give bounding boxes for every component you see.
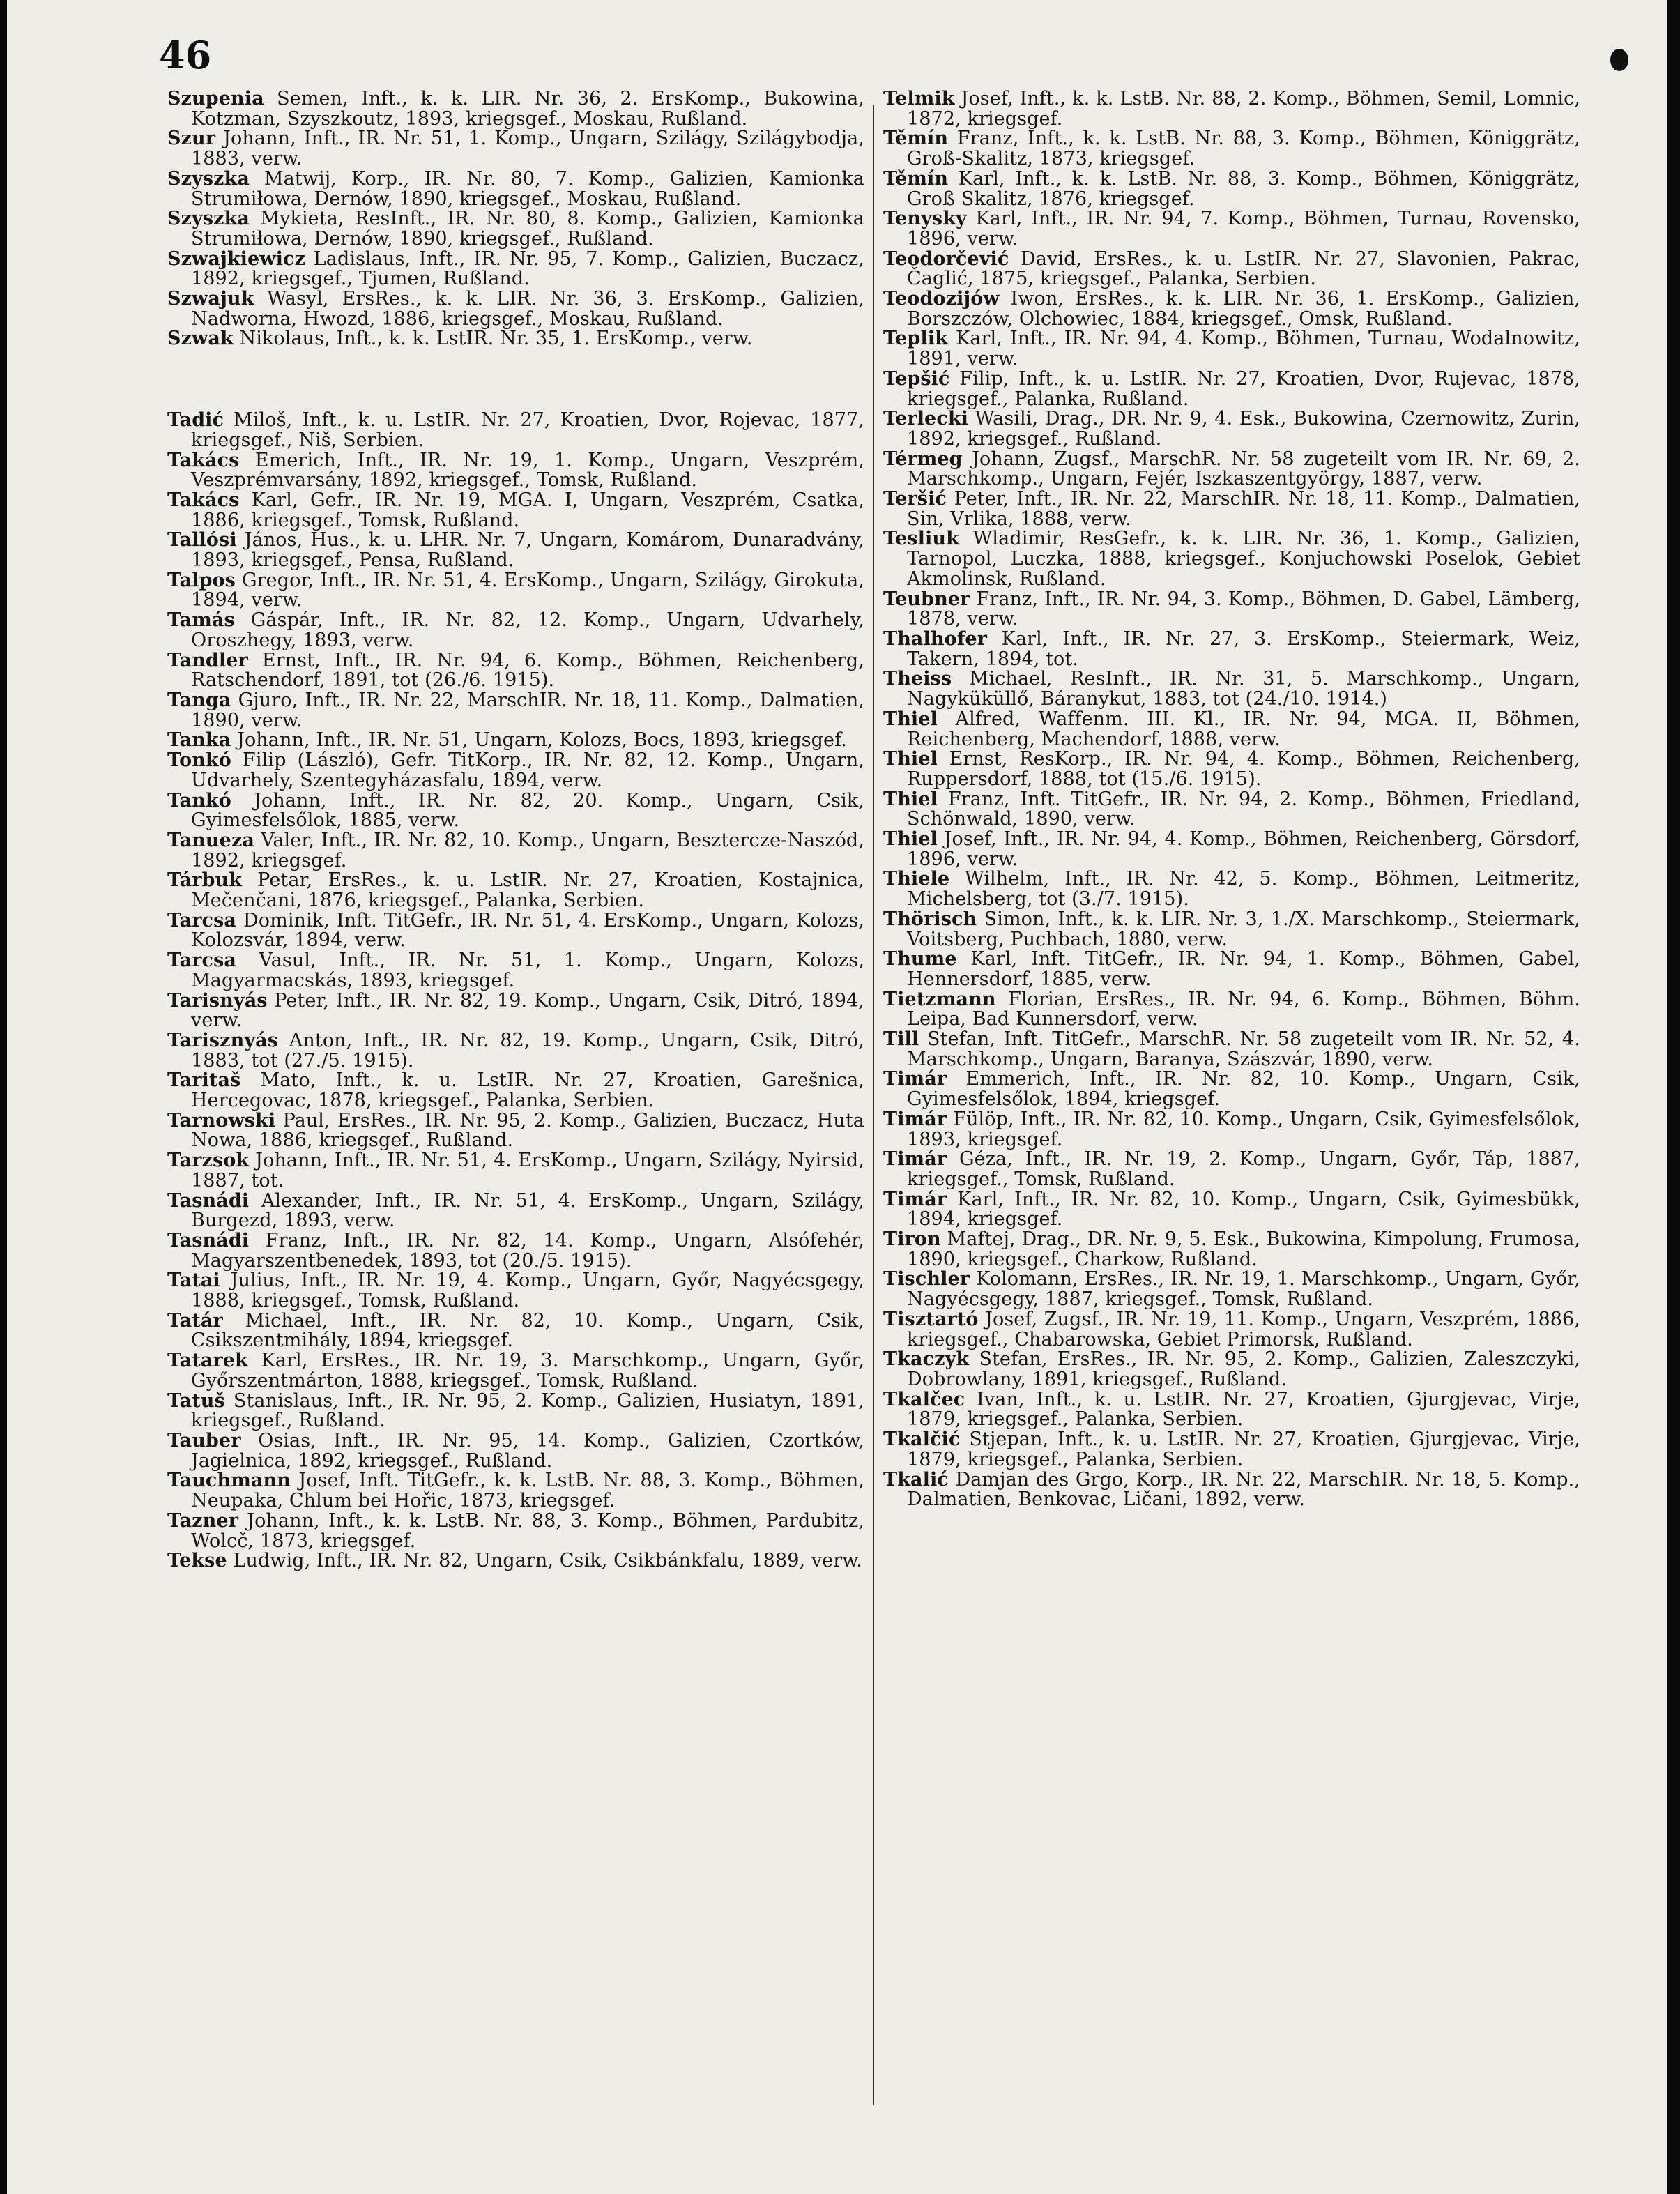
entry-details: Fülöp, Inft., IR. Nr. 82, 10. Komp., Ungarn, Csik, Gyimesfelsőlok, 1893, kriegsgef.: [907, 1108, 1580, 1150]
entry-surname: Tarisznyás: [167, 1029, 279, 1051]
entry-details: Franz, Inft., IR. Nr. 82, 14. Komp., Ungarn, Alsófehér, Magyarszentbenedek, 1893, tot (20./5. 1915).: [191, 1229, 864, 1272]
entry-details: Vasul, Inft., IR. Nr. 51, 1. Komp., Ungarn, Kolozs, Magyarmacskás, 1893, kriegsgef.: [191, 950, 864, 991]
entry-surname: Tkalčec: [883, 1388, 965, 1410]
entry-details: Karl, Inft. TitGefr., IR. Nr. 94, 1. Komp., Böhmen, Gabel, Hennersdorf, 1885, verw.: [907, 948, 1580, 990]
entry-surname: Thiel: [883, 708, 938, 730]
entry-surname: Teodozijów: [883, 288, 1000, 310]
entry-details: Josef, Zugsf., IR. Nr. 19, 11. Komp., Ungarn, Veszprém, 1886, kriegsgef., Chabarowska, Gebiet Primorsk, Rußland.: [907, 1308, 1580, 1350]
register-entry: [883, 1230, 1580, 1270]
entry-details: Karl, Gefr., IR. Nr. 19, MGA. I, Ungarn, Veszprém, Csatka, 1886, kriegsgef., Tomsk, Rußland.: [191, 489, 864, 531]
entry-details: János, Hus., k. u. LHR. Nr. 7, Ungarn, Komárom, Dunaradvány, 1893, kriegsgef., Pensa, Rußland.: [191, 529, 864, 572]
entry-details: Franz, Inft., k. k. LstB. Nr. 88, 3. Komp., Böhmen, Königgrätz, Groß-Skalitz, 1873, kriegsgef.: [907, 128, 1580, 170]
entry-details: Stefan, ErsRes., IR. Nr. 95, 2. Komp., Galizien, Zaleszczyki, Dobrowlany, 1891, kriegsgef., Rußland.: [907, 1348, 1580, 1390]
entry-details: Peter, Inft., IR. Nr. 22, MarschIR. Nr. 18, 11. Komp., Dalmatien, Sin, Vrlika, 1888, verw.: [907, 488, 1580, 530]
entry-details: Karl, Inft., IR. Nr. 27, 3. ErsKomp., Steiermark, Weiz, Takern, 1894, tot.: [907, 627, 1580, 670]
register-entry: [167, 411, 864, 450]
register-entry: [167, 791, 864, 831]
entry-details: Johann, Zugsf., MarschR. Nr. 58 zugeteilt vom IR. Nr. 69, 2. Marschkomp., Ungarn, Fejér, Iszkaszentgyörgy, 1887, verw.: [907, 448, 1580, 490]
entry-surname: Tonkó: [167, 749, 231, 772]
entry-details: Peter, Inft., IR. Nr. 82, 19. Komp., Ungarn, Csik, Ditró, 1894, verw.: [191, 989, 864, 1032]
entry-surname: Teršić: [883, 488, 947, 510]
entry-details: Simon, Inft., k. k. LIR. Nr. 3, 1./X. Marschkomp., Steiermark, Voitsberg, Puchbach, 1880, verw.: [907, 908, 1580, 950]
right-column: [883, 89, 1580, 1510]
register-entry: [167, 1271, 864, 1311]
register-entry: [167, 691, 864, 731]
entry-details: Josef, Inft., IR. Nr. 94, 4. Komp., Böhmen, Reichenberg, Görsdorf, 1896, verw.: [907, 828, 1580, 870]
entry-details: Johann, Inft., IR. Nr. 51, 1. Komp., Ungarn, Szilágy, Szilágybodja, 1883, verw.: [191, 128, 864, 170]
register-entry: [883, 1110, 1580, 1150]
entry-details: Florian, ErsRes., IR. Nr. 94, 6. Komp., Böhmen, Böhm. Leipa, Bad Kunnersdorf, verw.: [907, 988, 1580, 1030]
entry-surname: Tisztartó: [883, 1308, 979, 1330]
register-entry: [883, 247, 1580, 290]
entry-details: Wilhelm, Inft., IR. Nr. 42, 5. Komp., Böhmen, Leitmeritz, Michelsberg, tot (3./7. 1915).: [907, 868, 1580, 911]
entry-surname: Tietzmann: [883, 988, 996, 1010]
entry-surname: Timár: [883, 1188, 947, 1210]
entry-details: Semen, Inft., k. k. LIR. Nr. 36, 2. ErsKomp., Bukowina, Kotzman, Szyszkoutz, 1893, kriegsgef., Moskau, Rußland.: [191, 88, 864, 130]
entry-surname: Tauber: [167, 1430, 241, 1452]
entry-details: Emmerich, Inft., IR. Nr. 82, 10. Komp., Ungarn, Csik, Gyimesfelsőlok, 1894, kriegsgef.: [907, 1068, 1580, 1111]
register-entry: [883, 669, 1580, 709]
entry-surname: Thörisch: [883, 908, 977, 930]
entry-surname: Tankó: [167, 789, 231, 812]
entry-surname: Szyszka: [167, 167, 250, 190]
entry-details: Mykieta, ResInft., IR. Nr. 80, 8. Komp., Galizien, Kamionka Strumiłowa, Dernów, 1890, kriegsgef., Rußland.: [191, 208, 864, 250]
register-entry: [167, 571, 864, 611]
entry-surname: Thiel: [883, 788, 938, 810]
register-entry: [883, 450, 1580, 489]
register-entry: [883, 869, 1580, 909]
entry-surname: Telmik: [883, 88, 955, 109]
entry-details: Johann, Inft., k. k. LstB. Nr. 88, 3. Komp., Böhmen, Pardubitz, Wolcč, 1873, kriegsgef.: [191, 1509, 864, 1552]
register-entry: [167, 751, 864, 791]
entry-details: Mato, Inft., k. u. LstIR. Nr. 27, Kroatien, Garešnica, Hercegovac, 1878, kriegsgef., Palanka, Serbien.: [191, 1069, 864, 1112]
entry-surname: Taritaš: [167, 1069, 241, 1092]
entry-details: Gjuro, Inft., IR. Nr. 22, MarschIR. Nr. 18, 11. Komp., Dalmatien, 1890, verw.: [191, 689, 864, 731]
entry-details: Johann, Inft., IR. Nr. 51, Ungarn, Kolozs, Bocs, 1893, kriegsgef.: [231, 729, 847, 752]
register-entry: [883, 1190, 1580, 1230]
entry-details: Anton, Inft., IR. Nr. 82, 19. Komp., Ungarn, Csik, Ditró, 1883, tot (27./5. 1915).: [191, 1029, 864, 1072]
entry-details: Stefan, Inft. TitGefr., MarschR. Nr. 58 zugeteilt vom IR. Nr. 52, 4. Marschkomp., Ungarn, Baranya, Szászvár, 1890, verw.: [907, 1028, 1580, 1070]
entry-surname: Thalhofer: [883, 627, 988, 650]
register-entry: [167, 911, 864, 951]
register-entry: [883, 89, 1580, 129]
entry-details: Gregor, Inft., IR. Nr. 51, 4. ErsKomp., Ungarn, Szilágy, Girokuta, 1894, verw.: [191, 569, 864, 611]
entry-details: Ladislaus, Inft., IR. Nr. 95, 7. Komp., Galizien, Buczacz, 1892, kriegsgef., Tjumen, Rußland.: [191, 247, 864, 290]
register-entry: [167, 129, 864, 169]
entry-details: Osias, Inft., IR. Nr. 95, 14. Komp., Galizien, Czortków, Jagielnica, 1892, kriegsgef., Rußland.: [191, 1430, 864, 1472]
entry-details: Filip, Inft., k. u. LstIR. Nr. 27, Kroatien, Dvor, Rujevac, 1878, kriegsgef., Palanka, Rußland.: [907, 367, 1580, 410]
entry-surname: Tarzsok: [167, 1150, 250, 1172]
register-entry: [167, 871, 864, 911]
entry-surname: Timár: [883, 1148, 947, 1171]
entry-details: Dominik, Inft. TitGefr., IR. Nr. 51, 4. ErsKomp., Ungarn, Kolozs, Kolozsvár, 1894, verw.: [191, 909, 864, 952]
register-entry: [167, 209, 864, 249]
register-entry: [883, 209, 1580, 249]
entry-details: Karl, ErsRes., IR. Nr. 19, 3. Marschkomp., Ungarn, Győr, Győrszentmárton, 1888, kriegsgef., Tomsk, Rußland.: [191, 1350, 864, 1392]
entry-surname: Tadić: [167, 409, 224, 432]
register-entry: [167, 1471, 864, 1511]
entry-details: Karl, Inft., IR. Nr. 94, 7. Komp., Böhmen, Turnau, Rovensko, 1896, verw.: [907, 208, 1580, 250]
entry-surname: Thume: [883, 948, 957, 970]
entry-details: Michael, Inft., IR. Nr. 82, 10. Komp., Ungarn, Csik, Csikszentmihály, 1894, kriegsgef.: [191, 1309, 864, 1352]
entry-details: Karl, Inft., k. k. LstB. Nr. 88, 3. Komp., Böhmen, Königgrätz, Groß Skalitz, 1876, kriegsgef.: [907, 167, 1580, 210]
entry-surname: Theiss: [883, 668, 952, 690]
entry-surname: Talpos: [167, 569, 236, 591]
entry-surname: Szyszka: [167, 208, 250, 230]
entry-surname: Takács: [167, 449, 240, 471]
entry-details: Petar, ErsRes., k. u. LstIR. Nr. 27, Kroatien, Kostajnica, Mečenčani, 1876, kriegsgef., Palanka, Serbien.: [191, 869, 864, 912]
entry-details: Josef, Inft. TitGefr., k. k. LstB. Nr. 88, 3. Komp., Böhmen, Neupaka, Chlum bei Hořic, 1873, kriegsgef.: [191, 1470, 864, 1512]
register-entry: [167, 1231, 864, 1271]
entry-details: Nikolaus, Inft., k. k. LstIR. Nr. 35, 1. ErsKomp., verw.: [233, 328, 753, 350]
entry-details: Matwij, Korp., IR. Nr. 80, 7. Komp., Galizien, Kamionka Strumiłowa, Dernów, 1890, kriegsgef., Moskau, Rußland.: [191, 167, 864, 210]
entry-surname: Tárbuk: [167, 869, 243, 892]
register-entry: [883, 529, 1580, 589]
entry-details: Ernst, ResKorp., IR. Nr. 94, 4. Komp., Böhmen, Reichenberg, Ruppersdorf, 1888, tot (15./6. 1915).: [907, 748, 1580, 790]
register-entry: [167, 831, 864, 871]
register-entry: [883, 1270, 1580, 1309]
entry-surname: Tanueza: [167, 829, 254, 851]
register-entry: [883, 830, 1580, 869]
entry-details: Alfred, Waffenm. III. Kl., IR. Nr. 94, MGA. II, Böhmen, Reichenberg, Machendorf, 1888, verw.: [907, 708, 1580, 750]
entry-surname: Tanga: [167, 689, 231, 711]
entry-surname: Tanka: [167, 729, 231, 752]
register-entry: [883, 129, 1580, 169]
entry-surname: Tkaczyk: [883, 1348, 970, 1371]
entry-surname: Tarcsa: [167, 950, 236, 972]
register-entry: [167, 1351, 864, 1391]
entry-details: Alexander, Inft., IR. Nr. 51, 4. ErsKomp., Ungarn, Szilágy, Burgezd, 1893, verw.: [191, 1189, 864, 1232]
entry-surname: Szwak: [167, 328, 234, 350]
register-entry: [883, 1350, 1580, 1389]
register-entry: [167, 247, 864, 290]
entry-surname: Teubner: [883, 588, 970, 610]
entry-surname: Tatarek: [167, 1350, 248, 1372]
register-entry: [167, 1111, 864, 1151]
entry-details: Miloš, Inft., k. u. LstIR. Nr. 27, Kroatien, Dvor, Rojevac, 1877, kriegsgef., Niš, Serbien.: [191, 409, 864, 451]
entry-details: Maftej, Drag., DR. Nr. 9, 5. Esk., Bukowina, Kimpolung, Frumosa, 1890, kriegsgef., Charkow, Rußland.: [907, 1228, 1580, 1270]
entry-details: Iwon, ErsRes., k. k. LIR. Nr. 36, 1. ErsKomp., Galizien, Borszczów, Olchowiec, 1884, kriegsgef., Omsk, Rußland.: [907, 288, 1580, 330]
entry-details: David, ErsRes., k. u. LstIR. Nr. 27, Slavonien, Pakrac, Čaglić, 1875, kriegsgef., Palanka, Serbien.: [907, 247, 1580, 290]
register-entry: [883, 590, 1580, 630]
register-entry: [883, 950, 1580, 989]
register-entry: [883, 169, 1580, 209]
entry-surname: Tesliuk: [883, 528, 959, 550]
entry-surname: Těmín: [883, 128, 949, 150]
register-entry: [167, 1031, 864, 1071]
entry-surname: Thiel: [883, 828, 938, 851]
entry-surname: Thiele: [883, 868, 950, 890]
register-entry: [167, 1431, 864, 1471]
entry-surname: Tenysky: [883, 208, 967, 230]
entry-surname: Timár: [883, 1068, 947, 1090]
register-entry: [883, 1310, 1580, 1350]
entry-details: Kolomann, ErsRes., IR. Nr. 19, 1. Marschkomp., Ungarn, Győr, Nagyécsgegy, 1887, kriegsgef., Tomsk, Rußland.: [907, 1268, 1580, 1311]
entry-surname: Térmeg: [883, 448, 963, 470]
entry-details: Josef, Inft., k. k. LstB. Nr. 88, 2. Komp., Böhmen, Semil, Lomnic, 1872, kriegsgef.: [907, 88, 1580, 130]
left-column: [167, 89, 864, 1571]
entry-surname: Tkalčić: [883, 1429, 961, 1451]
entry-details: Johann, Inft., IR. Nr. 51, 4. ErsKomp., Ungarn, Szilágy, Nyirsid, 1887, tot.: [191, 1150, 864, 1191]
entry-surname: Tasnádi: [167, 1229, 250, 1251]
entry-details: Karl, Inft., IR. Nr. 82, 10. Komp., Ungarn, Csik, Gyimesbükk, 1894, kriegsgef.: [907, 1188, 1580, 1231]
entry-details: Ernst, Inft., IR. Nr. 94, 6. Komp., Böhmen, Reichenberg, Ratschendorf, 1891, tot (26./6. 1915).: [191, 649, 864, 692]
entry-surname: Tatuš: [167, 1389, 225, 1412]
entry-surname: Tiron: [883, 1228, 941, 1251]
register-entry: [167, 951, 864, 991]
entry-surname: Takács: [167, 489, 240, 511]
register-entry: [883, 1030, 1580, 1069]
register-entry: [167, 531, 864, 570]
section-gap: [167, 349, 864, 411]
entry-surname: Szupenia: [167, 88, 264, 109]
register-entry: [167, 1311, 864, 1351]
entry-surname: Till: [883, 1028, 919, 1051]
register-entry: [883, 990, 1580, 1030]
entry-surname: Tarisnyás: [167, 989, 268, 1012]
register-entry: [167, 611, 864, 650]
register-entry: [883, 489, 1580, 529]
register-entry: [167, 1191, 864, 1231]
register-entry: [883, 1150, 1580, 1189]
register-entry: [883, 409, 1580, 449]
entry-surname: Teplik: [883, 328, 948, 350]
register-entry: [883, 627, 1580, 670]
entry-surname: Tekse: [167, 1550, 227, 1572]
entry-surname: Tandler: [167, 649, 248, 671]
entry-surname: Tasnádi: [167, 1189, 250, 1212]
register-entry: [167, 329, 864, 349]
entry-details: Franz, Inft. TitGefr., IR. Nr. 94, 2. Komp., Böhmen, Friedland, Schönwald, 1890, verw.: [907, 788, 1580, 830]
column-divider: [873, 105, 874, 2105]
register-entry: [883, 910, 1580, 950]
register-entry: [883, 367, 1580, 410]
register-entry: [167, 1071, 864, 1111]
register-entry: [167, 289, 864, 329]
entry-surname: Szwajkiewicz: [167, 247, 305, 270]
register-entry: [883, 790, 1580, 830]
register-entry: [167, 1551, 864, 1571]
entry-surname: Tatai: [167, 1270, 220, 1292]
entry-surname: Tatár: [167, 1309, 223, 1332]
entry-surname: Timár: [883, 1108, 947, 1130]
entry-details: Karl, Inft., IR. Nr. 94, 4. Komp., Böhmen, Turnau, Wodalnowitz, 1891, verw.: [907, 328, 1580, 370]
register-entry: [167, 731, 864, 751]
entry-details: Damjan des Grgo, Korp., IR. Nr. 22, MarschIR. Nr. 18, 5. Komp., Dalmatien, Benkovac, Ličani, 1892, verw.: [907, 1468, 1580, 1511]
entry-details: Ludwig, Inft., IR. Nr. 82, Ungarn, Csik, Csikbánkfalu, 1889, verw.: [227, 1550, 862, 1572]
register-entry: [883, 329, 1580, 369]
entry-surname: Thiel: [883, 748, 938, 770]
register-entry: [167, 651, 864, 691]
entry-details: Filip (László), Gefr. TitKorp., IR. Nr. 82, 12. Komp., Ungarn, Udvarhely, Szentegyházasfalu, 1894, verw.: [191, 749, 864, 791]
register-entry: [167, 1389, 864, 1432]
entry-details: Wasili, Drag., DR. Nr. 9, 4. Esk., Bukowina, Czernowitz, Zurin, 1892, kriegsgef., Rußland.: [907, 408, 1580, 450]
register-entry: [883, 1390, 1580, 1430]
register-entry: [883, 1069, 1580, 1109]
register-entry: [883, 1470, 1580, 1510]
entry-details: Paul, ErsRes., IR. Nr. 95, 2. Komp., Galizien, Buczacz, Huta Nowa, 1886, kriegsgef., Rußland.: [191, 1109, 864, 1152]
entry-details: Michael, ResInft., IR. Nr. 31, 5. Marschkomp., Ungarn, Nagyküküllő, Báranykut, 1883, tot (24./10. 1914.): [907, 668, 1580, 710]
entry-details: Johann, Inft., IR. Nr. 82, 20. Komp., Ungarn, Csik, Gyimesfelsőlok, 1885, verw.: [191, 789, 864, 832]
entry-details: Gáspár, Inft., IR. Nr. 82, 12. Komp., Ungarn, Udvarhely, Oroszhegy, 1893, verw.: [191, 609, 864, 651]
register-entry: [883, 1430, 1580, 1470]
document-page: [7, 0, 1667, 2194]
entry-surname: Tallósi: [167, 529, 237, 551]
entry-surname: Tkalić: [883, 1468, 949, 1491]
entry-surname: Tischler: [883, 1268, 970, 1290]
entry-details: Wasyl, ErsRes., k. k. LIR. Nr. 36, 3. ErsKomp., Galizien, Nadworna, Hwozd, 1886, kriegsgef., Moskau, Rußland.: [191, 288, 864, 330]
entry-surname: Tarcsa: [167, 909, 236, 931]
entry-surname: Tepšić: [883, 367, 950, 390]
entry-surname: Szwajuk: [167, 288, 254, 310]
entry-details: Ivan, Inft., k. u. LstIR. Nr. 27, Kroatien, Gjurgjevac, Virje, 1879, kriegsgef., Palanka, Serbien.: [907, 1388, 1580, 1431]
entry-surname: Teodorčević: [883, 247, 1009, 270]
entry-details: Stanislaus, Inft., IR. Nr. 95, 2. Komp., Galizien, Husiatyn, 1891, kriegsgef., Rußland.: [191, 1389, 864, 1432]
register-entry: [167, 1151, 864, 1191]
entry-details: Stjepan, Inft., k. u. LstIR. Nr. 27, Kroatien, Gjurgjevac, Virje, 1879, kriegsgef., Palanka, Serbien.: [907, 1429, 1580, 1470]
register-entry: [167, 451, 864, 491]
register-entry: [883, 710, 1580, 749]
entry-details: Wladimir, ResGefr., k. k. LIR. Nr. 36, 1. Komp., Galizien, Tarnopol, Luczka, 1888, kriegsgef., Konjuchowski Poselok, Gebiet Akmolinsk, Rußland.: [907, 528, 1580, 590]
entry-details: Emerich, Inft., IR. Nr. 19, 1. Komp., Ungarn, Veszprém, Veszprémvarsány, 1892, kriegsgef., Tomsk, Rußland.: [191, 449, 864, 492]
register-entry: [167, 89, 864, 129]
register-entry: [167, 169, 864, 209]
entry-surname: Tarnowski: [167, 1109, 276, 1132]
entry-surname: Tauchmann: [167, 1470, 291, 1492]
entry-details: Géza, Inft., IR. Nr. 19, 2. Komp., Ungarn, Győr, Táp, 1887, kriegsgef., Tomsk, Rußland.: [907, 1148, 1580, 1190]
entry-details: Valer, Inft., IR. Nr. 82, 10. Komp., Ungarn, Besztercze-Naszód, 1892, kriegsgef.: [191, 829, 864, 871]
entry-surname: Tazner: [167, 1509, 238, 1532]
entry-surname: Szur: [167, 128, 216, 150]
register-entry: [883, 289, 1580, 329]
register-entry: [167, 991, 864, 1031]
register-entry: [883, 749, 1580, 789]
register-entry: [167, 1511, 864, 1551]
entry-surname: Terlecki: [883, 408, 969, 430]
page-number: 46: [159, 33, 212, 77]
entry-details: Franz, Inft., IR. Nr. 94, 3. Komp., Böhmen, D. Gabel, Lämberg, 1878, verw.: [907, 588, 1580, 630]
entry-surname: Tamás: [167, 609, 235, 632]
entry-surname: Těmín: [883, 167, 949, 190]
ink-blot: [1610, 49, 1628, 71]
entry-details: Julius, Inft., IR. Nr. 19, 4. Komp., Ungarn, Győr, Nagyécsgegy, 1888, kriegsgef., Tomsk, Rußland.: [191, 1270, 864, 1312]
register-entry: [167, 491, 864, 531]
